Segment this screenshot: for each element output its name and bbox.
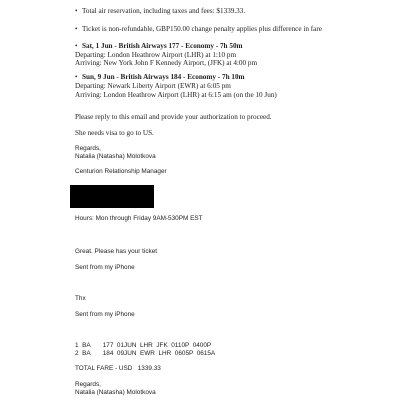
flight-2-heading: Sun, 9 Jun - British Airways 184 - Economy - 7h 10m: [82, 73, 245, 81]
flight-2-departing: Departing: Newark Liberty Airport (EWR) at 6:05 pm: [75, 82, 231, 90]
signature-name: Natalia (Natasha) Molotkova: [75, 153, 156, 160]
flight-1-departing: Departing: London Heathrow Airport (LHR) at 1:10 pm: [75, 51, 237, 59]
footer-regards: Regards,: [75, 381, 101, 388]
reply-2-sent-from: Sent from my iPhone: [75, 311, 135, 318]
signature-title: Centurion Relationship Manager: [75, 168, 167, 175]
itinerary-row: 2 BA 184 09JUN EWR LHR 0605P 0615A: [75, 350, 216, 357]
redacted-block: [70, 185, 154, 208]
itinerary-row: 1 BA 177 01JUN LHR JFK 0110P 0400P: [75, 342, 212, 349]
reply-message-1: Great. Please has your ticket: [75, 248, 158, 255]
total-fare: TOTAL FARE - USD 1339.33: [75, 365, 161, 372]
bullet-dot: •: [75, 73, 78, 81]
flight-1-heading: Sat, 1 Jun - British Airways 177 - Economy - 7h 50m: [82, 42, 243, 50]
footer-name: Natalia (Natasha) Molotkova: [75, 389, 156, 396]
signature-regards: Regards,: [75, 145, 101, 152]
flight-2-arriving: Arriving: London Heathrow Airport (LHR) at 6:15 am (on the 10 Jun): [75, 91, 277, 99]
non-refundable-line: Ticket is non-refundable, GBP150.00 change penalty applies plus difference in fare: [82, 25, 322, 33]
reply-request: Please reply to this email and provide your authorization to proceed.: [75, 113, 272, 121]
office-hours: Hours: Mon through Friday 9AM-530PM EST: [75, 215, 203, 222]
reply-1-sent-from: Sent from my iPhone: [75, 264, 135, 271]
visa-note: She needs visa to go to US.: [75, 129, 154, 137]
total-reservation-line: Total air reservation, including taxes and fees: $1339.33.: [82, 7, 246, 15]
bullet-dot: •: [75, 7, 78, 15]
reply-message-2: Thx: [75, 295, 86, 302]
bullet-dot: •: [75, 25, 78, 33]
bullet-dot: •: [75, 42, 78, 50]
flight-1-arriving: Arriving: New York John F Kennedy Airport, (JFK) at 4:00 pm: [75, 59, 258, 67]
